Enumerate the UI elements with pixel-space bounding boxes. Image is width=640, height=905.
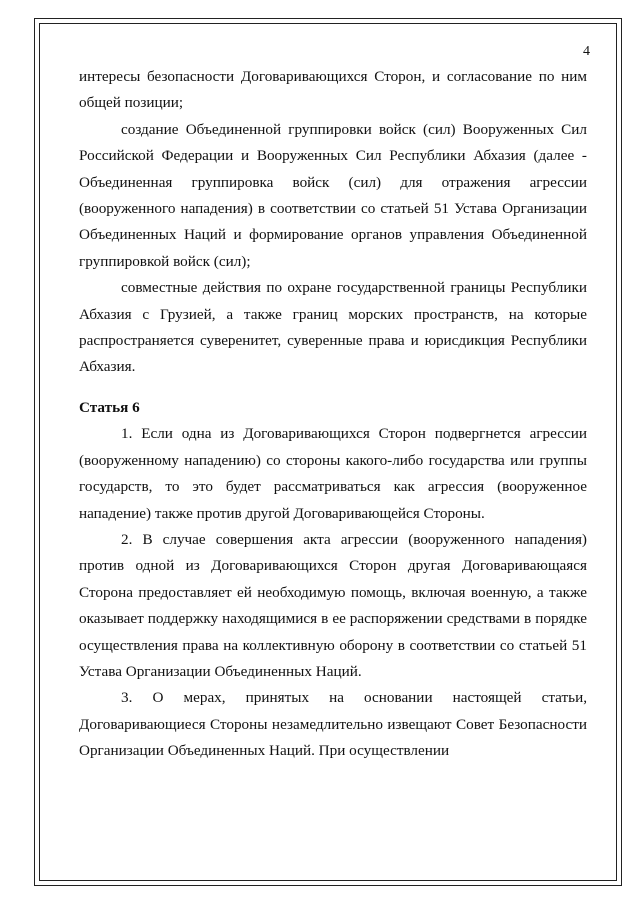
paragraph: 2. В случае совершения акта агрессии (вооруженного нападения) против одной из Договаривающихся Сторон другая Договаривающаяся Сторона предоставляет ей необходимую помощь, включая военную, а также оказывает поддержку находящимися в ее распоряжении средствами в порядке осуществления права на коллективную оборону в соответствии со статьей 51 Устава Организации Объединенных Наций.	[79, 530, 587, 680]
paragraph: 1. Если одна из Договаривающихся Сторон подвергнется агрессии (вооруженному нападению) со стороны какого-либо государства или группы государств, то это будет рассматриваться как агрессия (вооруженное нападение) также против другой Договаривающейся Стороны.	[79, 425, 587, 522]
paragraph: совместные действия по охране государственной границы Республики Абхазия с Грузией, а также границ морских пространств, на которые распространяется суверенитет, суверенные права и юрисдикция Республики Абхазия.	[79, 279, 587, 376]
article-heading: Статья 6	[79, 398, 140, 416]
paragraph: интересы безопасности Договаривающихся Сторон, и согласование по ним общей позиции;	[79, 68, 587, 112]
spacer	[79, 381, 587, 395]
paragraph: создание Объединенной группировки войск (сил) Вооруженных Сил Российской Федерации и Вооруженных Сил Республики Абхазия (далее - Объединенная группировка войск (сил) для отражения агрессии (вооруженного нападения) в соответствии со статьей 51 Устава Организации Объединенных Наций и формирование органов управления Объединенной группировкой войск (сил);	[79, 120, 587, 270]
paragraph: 3. О мерах, принятых на основании настоящей статьи, Договаривающиеся Стороны незамедлительно извещают Совет Безопасности Организации Объединенных Наций. При осуществлении	[79, 689, 587, 760]
page-number: 4	[583, 44, 590, 59]
document-body	[79, 64, 587, 765]
